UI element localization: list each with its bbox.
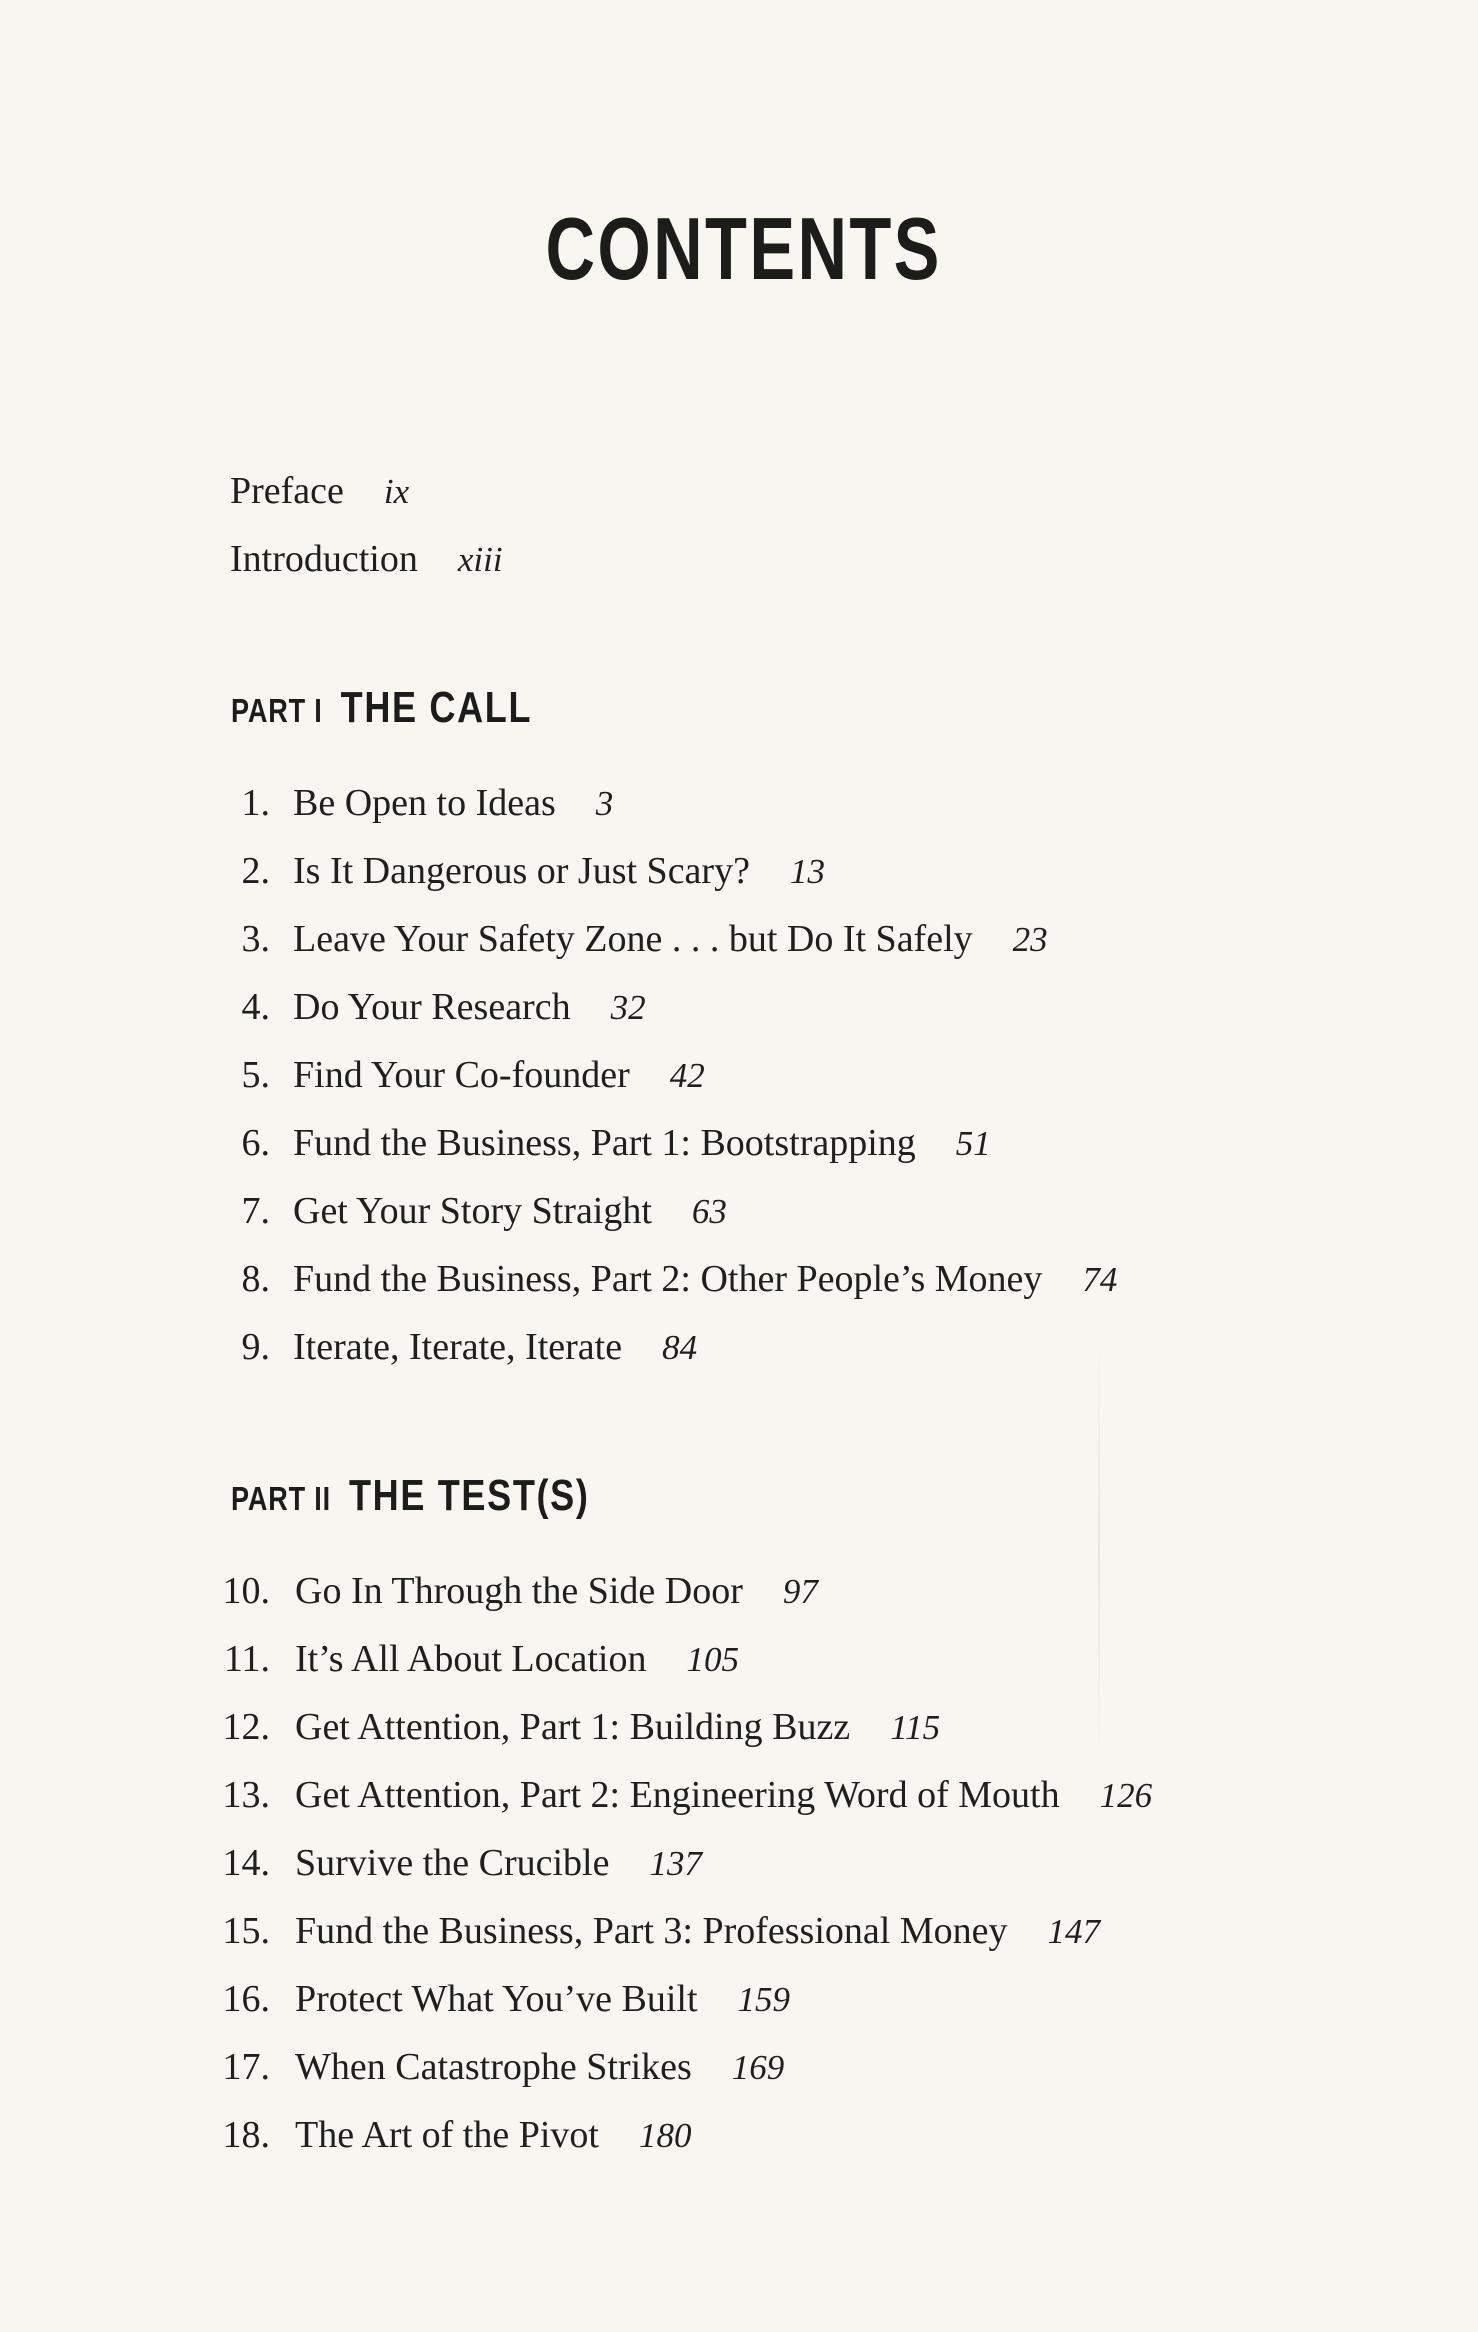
front-matter-page: xiii	[457, 540, 503, 579]
chapter-title: Survive the Crucible	[295, 1842, 610, 1884]
front-matter-preface	[230, 472, 409, 510]
chapter-page: 84	[662, 1328, 698, 1367]
chapter-title: Iterate, Iterate, Iterate	[293, 1326, 623, 1368]
chapter-title: Fund the Business, Part 3: Professional Money	[295, 1910, 1008, 1952]
chapter-number: 14.	[222, 1842, 270, 1884]
front-matter-label: Introduction	[230, 538, 418, 580]
chapter-page: 13	[789, 852, 825, 891]
chapter-page: 159	[737, 1980, 791, 2019]
chapter-page: 137	[649, 1844, 702, 1883]
chapter-page: 180	[638, 2116, 692, 2155]
page-title: CONTENTS	[545, 199, 942, 298]
chapter-number: 6.	[241, 1122, 270, 1164]
chapter-number: 8.	[241, 1258, 270, 1300]
chapter-title: Leave Your Safety Zone . . . but Do It Safely	[293, 918, 973, 960]
chapter-number: 18.	[222, 2114, 270, 2156]
chapter-number: 9.	[241, 1326, 270, 1368]
front-matter-label: Preface	[230, 470, 344, 512]
chapter-page: 147	[1047, 1912, 1100, 1951]
chapter-title: Fund the Business, Part 2: Other People’s Money	[293, 1258, 1043, 1300]
chapter-page: 32	[610, 988, 646, 1027]
chapter-page: 42	[669, 1056, 705, 1095]
chapter-number: 11.	[223, 1638, 270, 1680]
chapter-title: The Art of the Pivot	[295, 2114, 599, 2156]
chapter-title: Do Your Research	[293, 986, 571, 1028]
chapter-number: 5.	[241, 1054, 270, 1096]
part-label: PART II	[231, 1480, 331, 1517]
chapter-number: 7.	[241, 1190, 270, 1232]
chapter-number: 12.	[222, 1706, 270, 1748]
chapter-title: Get Your Story Straight	[293, 1190, 652, 1232]
chapter-number: 1.	[241, 782, 270, 824]
part-name: THE CALL	[340, 683, 533, 732]
part-name: THE TEST(S)	[348, 1471, 590, 1520]
chapter-title: Get Attention, Part 1: Building Buzz	[295, 1706, 851, 1748]
front-matter-page: ix	[383, 472, 410, 511]
part-heading-1	[231, 683, 533, 732]
chapter-number: 10.	[222, 1570, 270, 1612]
chapter-title: Get Attention, Part 2: Engineering Word of Mouth	[295, 1774, 1060, 1816]
chapter-page: 51	[955, 1124, 991, 1163]
chapter-page: 97	[782, 1572, 818, 1611]
chapter-page: 105	[686, 1640, 739, 1679]
page-crease	[1098, 1340, 1100, 1760]
chapter-number: 17.	[222, 2046, 270, 2088]
chapter-number: 2.	[241, 850, 270, 892]
part-heading-2	[231, 1471, 590, 1520]
chapter-page: 3	[595, 784, 614, 823]
chapter-title: When Catastrophe Strikes	[295, 2046, 692, 2088]
chapter-page: 169	[731, 2048, 785, 2087]
chapter-title: Go In Through the Side Door	[295, 1570, 743, 1612]
chapter-title: Fund the Business, Part 1: Bootstrapping	[293, 1122, 916, 1164]
part-label: PART I	[231, 692, 323, 729]
chapter-number: 4.	[241, 986, 270, 1028]
chapter-title: Be Open to Ideas	[293, 782, 556, 824]
chapter-page: 23	[1012, 920, 1048, 959]
front-matter-introduction	[230, 540, 503, 578]
chapter-page: 126	[1099, 1776, 1153, 1815]
chapter-title: It’s All About Location	[295, 1638, 647, 1680]
chapter-number: 13.	[222, 1774, 270, 1816]
chapter-number: 16.	[222, 1978, 270, 2020]
chapter-title: Protect What You’ve Built	[295, 1978, 698, 2020]
chapter-number: 3.	[241, 918, 270, 960]
chapter-title: Is It Dangerous or Just Scary?	[293, 850, 750, 892]
chapter-page: 115	[890, 1708, 941, 1747]
chapter-page: 74	[1082, 1260, 1118, 1299]
chapter-page: 63	[691, 1192, 727, 1231]
chapter-title: Find Your Co-founder	[293, 1054, 630, 1096]
chapter-number: 15.	[222, 1910, 270, 1952]
